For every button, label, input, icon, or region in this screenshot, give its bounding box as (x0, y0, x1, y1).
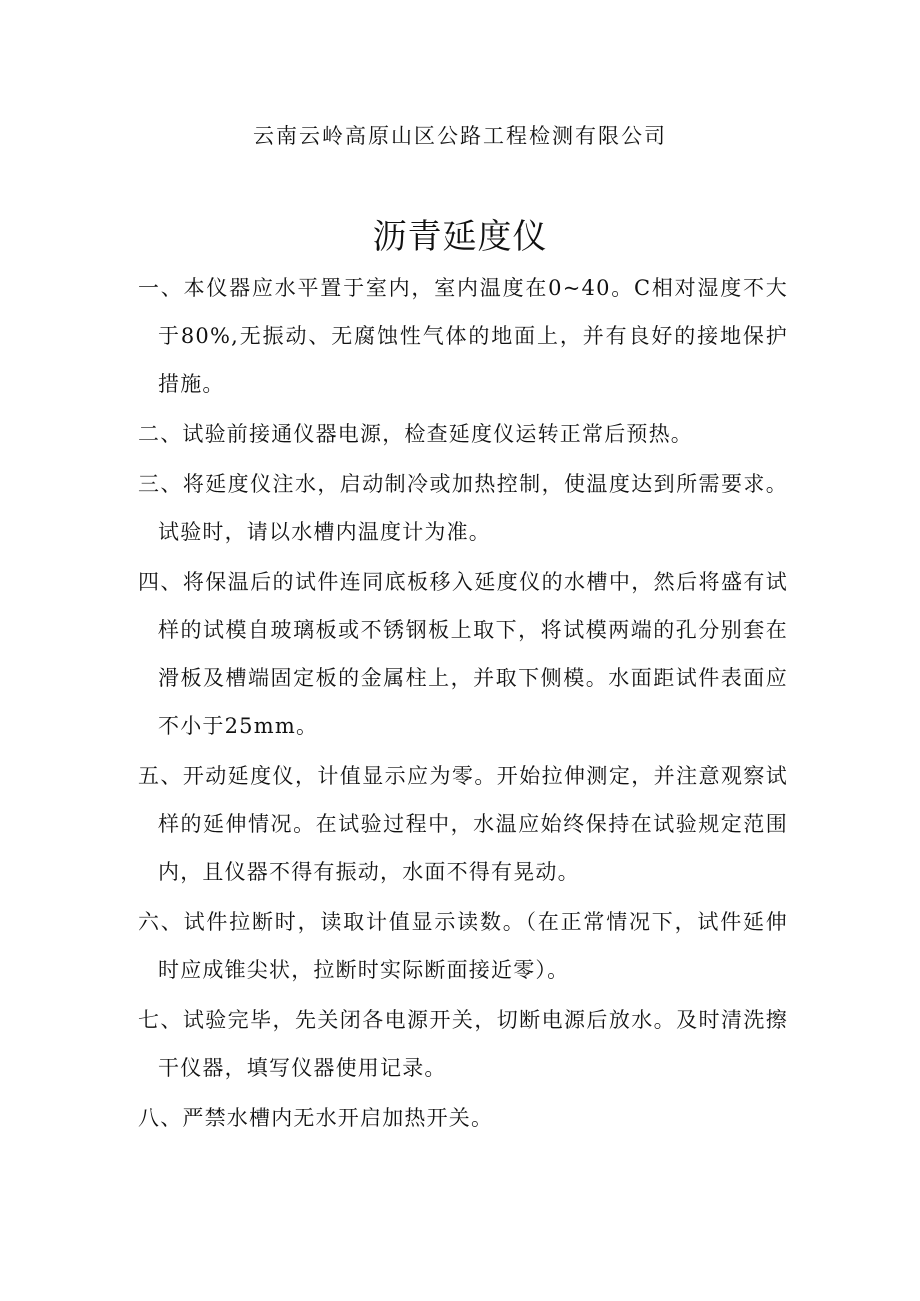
instruction-item-2: 二、试验前接通仪器电源，检查延度仪运转正常后预热。 (138, 422, 693, 446)
document-title: 沥青延度仪 (372, 217, 548, 257)
instruction-item-3: 三、将延度仪注水，启动制冷或加热控制，使温度达到所需要求。试验时，请以水槽内温度计为准。 (138, 472, 788, 544)
instruction-item-1: 一、本仪器应水平置于室内，室内温度在0~40。C相对湿度不大于80%,无振动、无腐蚀性气体的地面上，并有良好的接地保护措施。 (138, 276, 788, 396)
instruction-item-7: 七、试验完毕，先关闭各电源开关，切断电源后放水。及时清洗擦干仪器，填写仪器使用记录。 (138, 1008, 788, 1080)
instruction-list (138, 264, 788, 1144)
instruction-item-5: 五、开动延度仪，计值显示应为零。开始拉伸测定，并注意观察试样的延伸情况。在试验过程中，水温应始终保持在试验规定范围内，且仪器不得有振动，水面不得有晃动。 (138, 764, 788, 884)
instruction-item-8: 八、严禁水槽内无水开启加热开关。 (138, 1106, 494, 1130)
instruction-item-4: 四、将保温后的试件连同底板移入延度仪的水槽中，然后将盛有试样的试模自玻璃板或不锈钢板上取下，将试模两端的孔分别套在滑板及槽端固定板的金属柱上，并取下侧模。水面距试件表面应不小于25mm。 (138, 570, 788, 738)
instruction-item-6: 六、试件拉断时，读取计值显示读数。（在正常情况下，试件延伸时应成锥尖状，拉断时实际断面接近零）。 (138, 910, 788, 982)
company-name: 云南云岭高原山区公路工程检测有限公司 (253, 124, 667, 148)
